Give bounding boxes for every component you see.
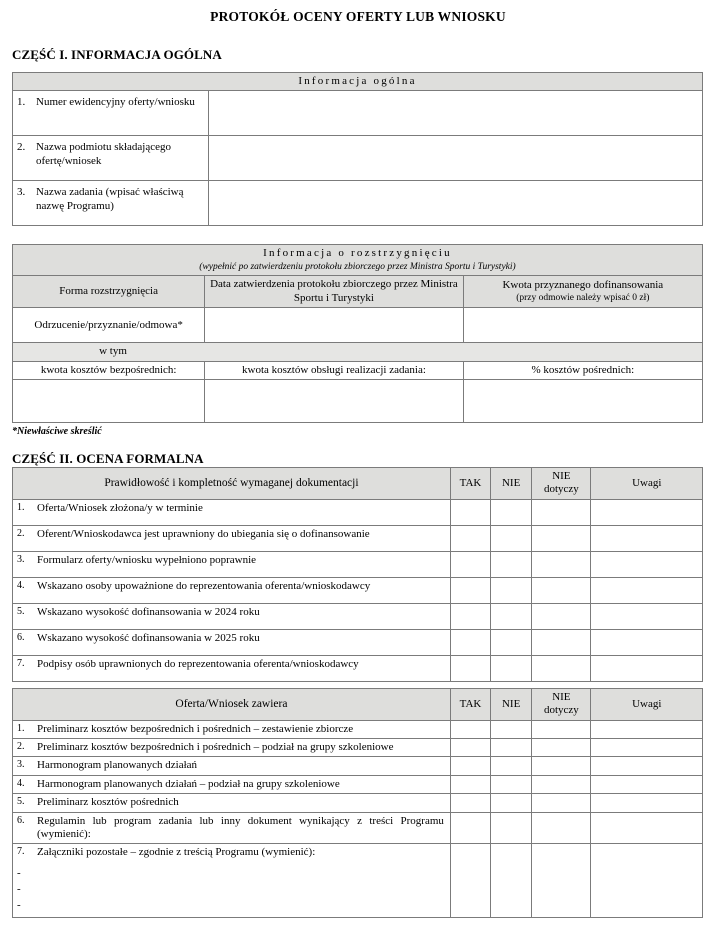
formal-cell-nd-1[interactable] bbox=[532, 499, 591, 525]
formal-cell-tak-1[interactable] bbox=[450, 499, 490, 525]
contains-cell-nd-5[interactable] bbox=[532, 794, 591, 812]
contains-cell-tak-7[interactable] bbox=[450, 844, 490, 917]
formal-cell-nd-7[interactable] bbox=[532, 655, 591, 681]
contains-row-desc-3 bbox=[13, 757, 451, 775]
formal-cell-nd-4[interactable] bbox=[532, 577, 591, 603]
resolution-header-note: (wypełnić po zatwierdzeniu protokołu zbiorczego przez Ministra Sportu i Turystyki) bbox=[199, 261, 516, 272]
row-label: Numer ewidencyjny oferty/wniosku bbox=[36, 96, 195, 109]
formal-row-desc-5 bbox=[13, 603, 451, 629]
footnote-niewlasciwe: *Niewłaściwe skreślić bbox=[12, 426, 102, 438]
contains-header-nie: NIE bbox=[491, 688, 532, 720]
row-text: Wskazano wysokość dofinansowania w 2024 roku bbox=[37, 605, 260, 618]
row-number: 2. bbox=[17, 741, 25, 753]
row-number: 7. bbox=[17, 846, 25, 858]
resolution-col3-title: Kwota przyznanego dofinansowania bbox=[502, 279, 664, 292]
row-text: Wskazano osoby upoważnione do reprezentowania oferenta/wnioskodawcy bbox=[37, 579, 371, 592]
contains-cell-nd-3[interactable] bbox=[532, 757, 591, 775]
section-heading-part2: CZĘŚĆ II. OCENA FORMALNA bbox=[12, 451, 204, 467]
section-heading-part1: CZĘŚĆ I. INFORMACJA OGÓLNA bbox=[12, 47, 222, 62]
contains-cell-uwagi-4[interactable] bbox=[591, 775, 703, 793]
formal-cell-uwagi-6[interactable] bbox=[591, 629, 703, 655]
contains-cell-uwagi-5[interactable] bbox=[591, 794, 703, 812]
contains-row-desc-7 bbox=[13, 844, 451, 917]
formal-cell-tak-7[interactable] bbox=[450, 655, 490, 681]
row-number: 4. bbox=[17, 579, 25, 591]
contains-cell-uwagi-1[interactable] bbox=[591, 720, 703, 738]
table-oferta-wniosek-zawiera bbox=[12, 688, 703, 918]
contains-cell-nd-1[interactable] bbox=[532, 720, 591, 738]
formal-cell-nie-5[interactable] bbox=[491, 603, 532, 629]
contains-cell-nd-7[interactable] bbox=[532, 844, 591, 917]
table-subheader-row bbox=[13, 343, 703, 361]
contains-header-tak: TAK bbox=[450, 688, 490, 720]
formal-cell-nie-4[interactable] bbox=[491, 577, 532, 603]
resolution-sub-col2-label: kwota kosztów obsługi realizacji zadania: bbox=[205, 361, 463, 379]
formal-cell-uwagi-1[interactable] bbox=[591, 499, 703, 525]
table-row bbox=[13, 739, 703, 757]
contains-header-desc: Oferta/Wniosek zawiera bbox=[13, 688, 451, 720]
formal-cell-tak-5[interactable] bbox=[450, 603, 490, 629]
resolution-sub-col3-label: % kosztów pośrednich: bbox=[463, 361, 702, 379]
formal-cell-uwagi-3[interactable] bbox=[591, 551, 703, 577]
formal-header-desc: Prawidłowość i kompletność wymaganej dokumentacji bbox=[13, 468, 451, 500]
formal-cell-uwagi-2[interactable] bbox=[591, 525, 703, 551]
table-row bbox=[13, 812, 703, 844]
formal-cell-uwagi-4[interactable] bbox=[591, 577, 703, 603]
resolution-date-value[interactable] bbox=[205, 308, 463, 343]
formal-cell-tak-3[interactable] bbox=[450, 551, 490, 577]
table-ocena-formalna bbox=[12, 467, 703, 682]
table-row bbox=[13, 525, 703, 551]
table-row bbox=[13, 794, 703, 812]
resolution-wtym-cell bbox=[13, 343, 703, 361]
row-text: Preliminarz kosztów bezpośrednich i pośrednich – podział na grupy szkoleniowe bbox=[37, 741, 394, 754]
formal-row-desc-1 bbox=[13, 499, 451, 525]
contains-cell-nd-4[interactable] bbox=[532, 775, 591, 793]
table-informacja-ogolna bbox=[12, 72, 703, 226]
contains-cell-nd-2[interactable] bbox=[532, 739, 591, 757]
resolution-col3-header bbox=[463, 276, 702, 308]
contains-cell-nie-1[interactable] bbox=[491, 720, 532, 738]
attachment-dash-1[interactable]: - bbox=[17, 866, 21, 879]
resolution-amount-value[interactable] bbox=[463, 308, 702, 343]
table-informacja-o-rozstrzygnieciu bbox=[12, 244, 703, 423]
row-number: 3. bbox=[17, 186, 26, 199]
row-number: 4. bbox=[17, 777, 25, 789]
contains-row-desc-5 bbox=[13, 794, 451, 812]
row-text: Preliminarz kosztów bezpośrednich i pośrednich – zestawienie zbiorcze bbox=[37, 722, 354, 735]
table-header-row bbox=[13, 245, 703, 276]
table-general-header: Informacja ogólna bbox=[13, 73, 703, 91]
formal-header-nie-dotyczy bbox=[532, 468, 591, 500]
attachment-dash-3[interactable]: - bbox=[17, 898, 21, 911]
row-number: 3. bbox=[17, 759, 25, 771]
row-text: Harmonogram planowanych działań – podział na grupy szkoleniowe bbox=[37, 777, 340, 790]
formal-cell-nie-6[interactable] bbox=[491, 629, 532, 655]
formal-cell-nie-1[interactable] bbox=[491, 499, 532, 525]
formal-cell-nd-6[interactable] bbox=[532, 629, 591, 655]
formal-header-nie: NIE bbox=[491, 468, 532, 500]
contains-header-nd-line2: dotyczy bbox=[543, 704, 579, 717]
row-number: 1. bbox=[17, 722, 25, 734]
table-row bbox=[13, 603, 703, 629]
resolution-sub-value-2[interactable] bbox=[205, 380, 463, 423]
table-row bbox=[13, 720, 703, 738]
row-number: 5. bbox=[17, 605, 25, 617]
row-number: 7. bbox=[17, 657, 25, 669]
table-row bbox=[13, 551, 703, 577]
contains-cell-tak-1[interactable] bbox=[450, 720, 490, 738]
row-number: 1. bbox=[17, 96, 26, 109]
general-row-value-3[interactable] bbox=[209, 181, 703, 226]
formal-cell-tak-4[interactable] bbox=[450, 577, 490, 603]
document-page bbox=[0, 9, 716, 930]
table-row bbox=[13, 577, 703, 603]
formal-cell-nd-3[interactable] bbox=[532, 551, 591, 577]
formal-header-tak: TAK bbox=[450, 468, 490, 500]
table-row bbox=[13, 655, 703, 681]
table-row bbox=[13, 181, 703, 226]
general-row-label-3 bbox=[13, 181, 209, 226]
formal-cell-nie-7[interactable] bbox=[491, 655, 532, 681]
table-header-row bbox=[13, 73, 703, 91]
resolution-wtym-label: w tym bbox=[99, 345, 127, 358]
table-row bbox=[13, 308, 703, 343]
table-row bbox=[13, 775, 703, 793]
row-number: 6. bbox=[17, 631, 25, 643]
formal-header-uwagi: Uwagi bbox=[591, 468, 703, 500]
contains-cell-nie-7[interactable] bbox=[491, 844, 532, 917]
contains-header-uwagi: Uwagi bbox=[591, 688, 703, 720]
resolution-header-cell bbox=[13, 245, 703, 276]
formal-cell-uwagi-7[interactable] bbox=[591, 655, 703, 681]
formal-cell-nie-2[interactable] bbox=[491, 525, 532, 551]
formal-cell-tak-2[interactable] bbox=[450, 525, 490, 551]
contains-row-desc-6 bbox=[13, 812, 451, 844]
contains-cell-tak-2[interactable] bbox=[450, 739, 490, 757]
contains-cell-tak-4[interactable] bbox=[450, 775, 490, 793]
table-row bbox=[13, 844, 703, 917]
contains-header-nie-dotyczy bbox=[532, 688, 591, 720]
contains-cell-uwagi-2[interactable] bbox=[591, 739, 703, 757]
table-header-row bbox=[13, 688, 703, 720]
row-number: 3. bbox=[17, 553, 25, 565]
row-label: Nazwa zadania (wpisać właściwą nazwę Programu) bbox=[36, 186, 184, 212]
general-row-label-2 bbox=[13, 136, 209, 181]
table-row bbox=[13, 380, 703, 423]
row-number: 1. bbox=[17, 501, 25, 513]
contains-cell-tak-6[interactable] bbox=[450, 812, 490, 844]
table-header-row bbox=[13, 276, 703, 308]
row-text: Regulamin lub program zadania lub inny dokument wynikający z treści Programu (wymienić): bbox=[37, 814, 444, 841]
general-row-value-1[interactable] bbox=[209, 91, 703, 136]
row-number: 6. bbox=[17, 814, 25, 826]
formal-cell-nie-3[interactable] bbox=[491, 551, 532, 577]
resolution-form-value[interactable]: Odrzucenie/przyznanie/odmowa* bbox=[13, 308, 205, 343]
row-text: Podpisy osób uprawnionych do reprezentowania oferenta/wnioskodawcy bbox=[37, 657, 359, 670]
table-row bbox=[13, 757, 703, 775]
row-text: Preliminarz kosztów pośrednich bbox=[37, 796, 179, 809]
contains-cell-uwagi-3[interactable] bbox=[591, 757, 703, 775]
contains-cell-uwagi-6[interactable] bbox=[591, 812, 703, 844]
resolution-header-title: Informacja o rozstrzygnięciu bbox=[263, 247, 452, 260]
contains-cell-nie-5[interactable] bbox=[491, 794, 532, 812]
formal-cell-nd-2[interactable] bbox=[532, 525, 591, 551]
page-title: PROTOKÓŁ OCENY OFERTY LUB WNIOSKU bbox=[210, 9, 506, 24]
contains-cell-nie-3[interactable] bbox=[491, 757, 532, 775]
contains-cell-nie-4[interactable] bbox=[491, 775, 532, 793]
formal-row-desc-2 bbox=[13, 525, 451, 551]
resolution-col2-header: Data zatwierdzenia protokołu zbiorczego przez Ministra Sportu i Turystyki bbox=[205, 276, 463, 308]
row-text: Wskazano wysokość dofinansowania w 2025 roku bbox=[37, 631, 260, 644]
contains-header-nd-line1: NIE bbox=[552, 690, 571, 703]
general-row-value-2[interactable] bbox=[209, 136, 703, 181]
row-number: 2. bbox=[17, 141, 26, 154]
contains-cell-nie-2[interactable] bbox=[491, 739, 532, 757]
formal-row-desc-3 bbox=[13, 551, 451, 577]
resolution-col1-header: Forma rozstrzygnięcia bbox=[13, 276, 205, 308]
resolution-col3-note: (przy odmowie należy wpisać 0 zł) bbox=[516, 292, 650, 303]
attachment-dash-2[interactable]: - bbox=[17, 882, 21, 895]
row-text: Harmonogram planowanych działań bbox=[37, 759, 198, 772]
resolution-sub-value-3[interactable] bbox=[463, 380, 702, 423]
row-text: Oferta/Wniosek złożona/y w terminie bbox=[37, 501, 203, 514]
general-row-label-1 bbox=[13, 91, 209, 136]
formal-row-desc-6 bbox=[13, 629, 451, 655]
contains-cell-nd-6[interactable] bbox=[532, 812, 591, 844]
row-number: 5. bbox=[17, 796, 25, 808]
formal-row-desc-7 bbox=[13, 655, 451, 681]
formal-cell-tak-6[interactable] bbox=[450, 629, 490, 655]
table-row bbox=[13, 91, 703, 136]
table-header-row bbox=[13, 468, 703, 500]
formal-cell-uwagi-5[interactable] bbox=[591, 603, 703, 629]
formal-header-nd-line2: dotyczy bbox=[543, 483, 579, 496]
row-text: Oferent/Wnioskodawca jest uprawniony do ubiegania się o dofinansowanie bbox=[37, 527, 370, 540]
table-row bbox=[13, 499, 703, 525]
resolution-sub-col1-label: kwota kosztów bezpośrednich: bbox=[13, 361, 205, 379]
resolution-sub-value-1[interactable] bbox=[13, 380, 205, 423]
row-number: 2. bbox=[17, 527, 25, 539]
row-text: Załączniki pozostałe – zgodnie z treścią Programu (wymienić): bbox=[37, 846, 316, 859]
contains-cell-nie-6[interactable] bbox=[491, 812, 532, 844]
row-text: Formularz oferty/wniosku wypełniono poprawnie bbox=[37, 553, 257, 566]
formal-row-desc-4 bbox=[13, 577, 451, 603]
formal-cell-nd-5[interactable] bbox=[532, 603, 591, 629]
formal-header-nd-line1: NIE bbox=[552, 470, 571, 483]
table-row bbox=[13, 136, 703, 181]
row-label: Nazwa podmiotu składającego ofertę/wniosek bbox=[36, 141, 172, 167]
attachment-dash-list bbox=[17, 867, 444, 915]
table-row bbox=[13, 629, 703, 655]
contains-cell-tak-3[interactable] bbox=[450, 757, 490, 775]
contains-row-desc-1 bbox=[13, 720, 451, 738]
contains-row-desc-4 bbox=[13, 775, 451, 793]
contains-row-desc-2 bbox=[13, 739, 451, 757]
contains-cell-tak-5[interactable] bbox=[450, 794, 490, 812]
contains-cell-uwagi-7[interactable] bbox=[591, 844, 703, 917]
table-row bbox=[13, 361, 703, 379]
